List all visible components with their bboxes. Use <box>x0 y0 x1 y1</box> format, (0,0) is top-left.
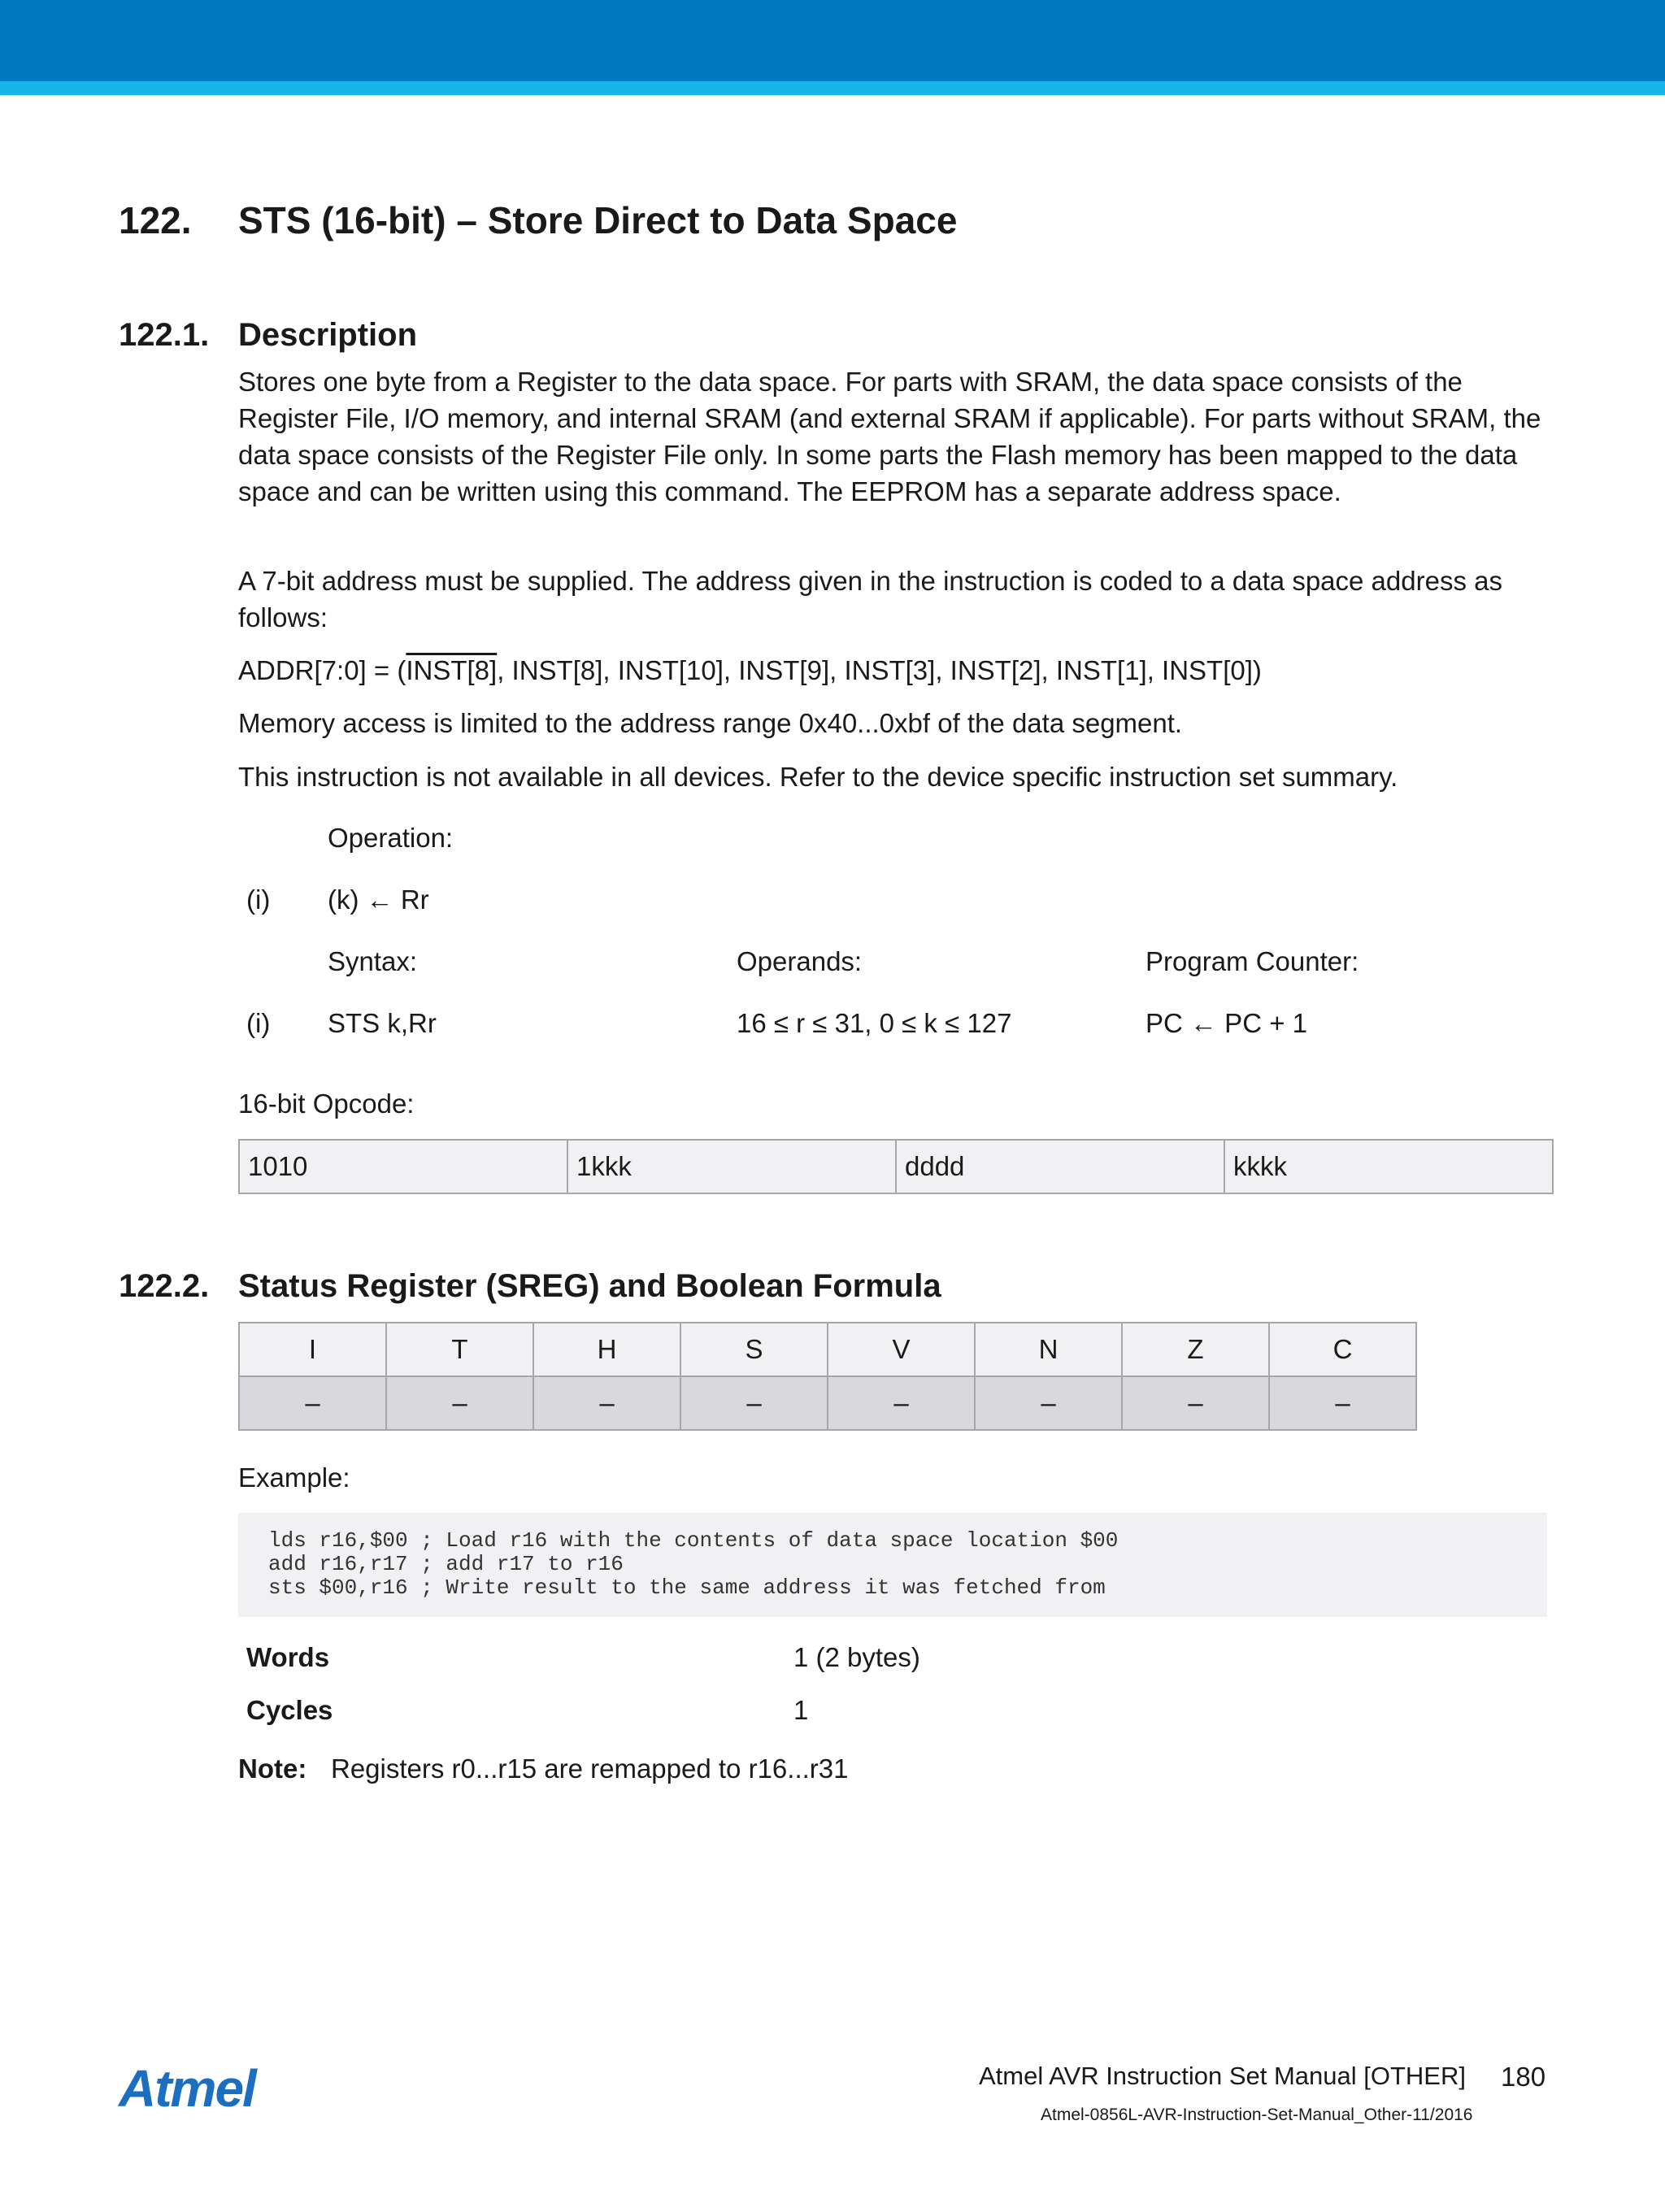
sreg-flag-value: – <box>386 1376 533 1430</box>
opcode-cell: 1kkk <box>567 1140 896 1193</box>
sreg-table <box>238 1322 1417 1431</box>
description-paragraph-3: Memory access is limited to the address range 0x40...0xbf of the data segment. <box>238 708 1183 738</box>
cycles-label: Cycles <box>246 1695 333 1725</box>
sreg-flag-header: I <box>239 1323 386 1376</box>
opcode-cell: kkkk <box>1224 1140 1553 1193</box>
description-paragraph-2: A 7-bit address must be supplied. The address given in the instruction is coded to a data space address as follows: <box>238 566 1502 632</box>
sreg-heading <box>119 1268 941 1305</box>
page-number: 180 <box>1501 2062 1546 2092</box>
sreg-flag-value: – <box>533 1376 680 1430</box>
operands-label: Operands: <box>737 946 863 976</box>
sreg-number: 122.2. <box>119 1268 210 1304</box>
operation-expression: (k) ← Rr <box>328 884 429 915</box>
address-formula <box>238 652 1262 689</box>
opcode-cell: 1010 <box>239 1140 567 1193</box>
syntax-value: STS k,Rr <box>328 1008 437 1038</box>
opcode-row <box>239 1140 1553 1193</box>
description-number: 122.1. <box>119 317 210 353</box>
footer-document-id: Atmel-0856L-AVR-Instruction-Set-Manual_Other-11/2016 <box>1041 2106 1473 2124</box>
operation-index: (i) <box>246 884 271 915</box>
sreg-flag-value: – <box>1269 1376 1416 1430</box>
note-text: Registers r0...r15 are remapped to r16...r31 <box>331 1754 849 1784</box>
program-counter-label: Program Counter: <box>1146 946 1359 976</box>
sreg-header-row <box>239 1323 1416 1376</box>
description-paragraph-1: Stores one byte from a Register to the data space. For parts with SRAM, the data space consists of the Register File, I/O memory, and internal SRAM (and external SRAM if applicable). For parts without SRAM, the data space consists of the Register File only. In some parts the Flash memory has been mapped to the data space and can be written using this command. The EEPROM has a separate address space. <box>238 367 1541 506</box>
sreg-flag-header: N <box>975 1323 1122 1376</box>
formula-rest: , INST[8], INST[10], INST[9], INST[3], INST[2], INST[1], INST[0]) <box>497 655 1262 685</box>
section-number: 122. <box>119 199 192 241</box>
sreg-value-row <box>239 1376 1416 1430</box>
footer-manual-title: Atmel AVR Instruction Set Manual [OTHER] <box>979 2062 1466 2090</box>
sreg-flag-value: – <box>680 1376 828 1430</box>
code-line: lds r16,$00 ; Load r16 with the contents of data space location $00 <box>268 1528 1119 1553</box>
cycles-value: 1 <box>793 1695 809 1725</box>
example-code-block <box>238 1513 1547 1617</box>
header-stripe <box>0 81 1665 95</box>
header-band <box>0 0 1665 81</box>
section-title: STS (16-bit) – Store Direct to Data Space <box>238 199 958 241</box>
sreg-flag-header: T <box>386 1323 533 1376</box>
opcode-label: 16-bit Opcode: <box>238 1089 415 1119</box>
program-counter-value: PC ← PC + 1 <box>1146 1008 1307 1038</box>
formula-prefix: ADDR[7:0] = ( <box>238 655 406 685</box>
sreg-flag-value: – <box>239 1376 386 1430</box>
description-title: Description <box>238 317 418 353</box>
opcode-table <box>238 1139 1554 1194</box>
sreg-flag-header: Z <box>1122 1323 1269 1376</box>
words-label: Words <box>246 1642 330 1672</box>
formula-overlined-bit: INST[8] <box>406 655 498 685</box>
syntax-index: (i) <box>246 1008 271 1038</box>
sreg-flag-value: – <box>828 1376 975 1430</box>
sreg-title: Status Register (SREG) and Boolean Formula <box>238 1268 941 1304</box>
words-value: 1 (2 bytes) <box>793 1642 920 1672</box>
note-label: Note: <box>238 1754 307 1784</box>
section-heading <box>119 198 957 242</box>
sreg-flag-header: C <box>1269 1323 1416 1376</box>
description-heading <box>119 317 417 354</box>
sreg-flag-header: V <box>828 1323 975 1376</box>
operation-label: Operation: <box>328 823 454 853</box>
operands-value: 16 ≤ r ≤ 31, 0 ≤ k ≤ 127 <box>737 1008 1012 1038</box>
code-line: sts $00,r16 ; Write result to the same address it was fetched from <box>268 1575 1106 1600</box>
syntax-label: Syntax: <box>328 946 418 976</box>
sreg-flag-header: S <box>680 1323 828 1376</box>
sreg-flag-value: – <box>975 1376 1122 1430</box>
code-line: add r16,r17 ; add r17 to r16 <box>268 1552 624 1576</box>
opcode-cell: dddd <box>896 1140 1224 1193</box>
example-label: Example: <box>238 1462 350 1493</box>
sreg-flag-value: – <box>1122 1376 1269 1430</box>
atmel-logo: Atmel <box>119 2059 255 2118</box>
sreg-flag-header: H <box>533 1323 680 1376</box>
description-paragraph-4: This instruction is not available in all devices. Refer to the device specific instruction set summary. <box>238 762 1398 792</box>
